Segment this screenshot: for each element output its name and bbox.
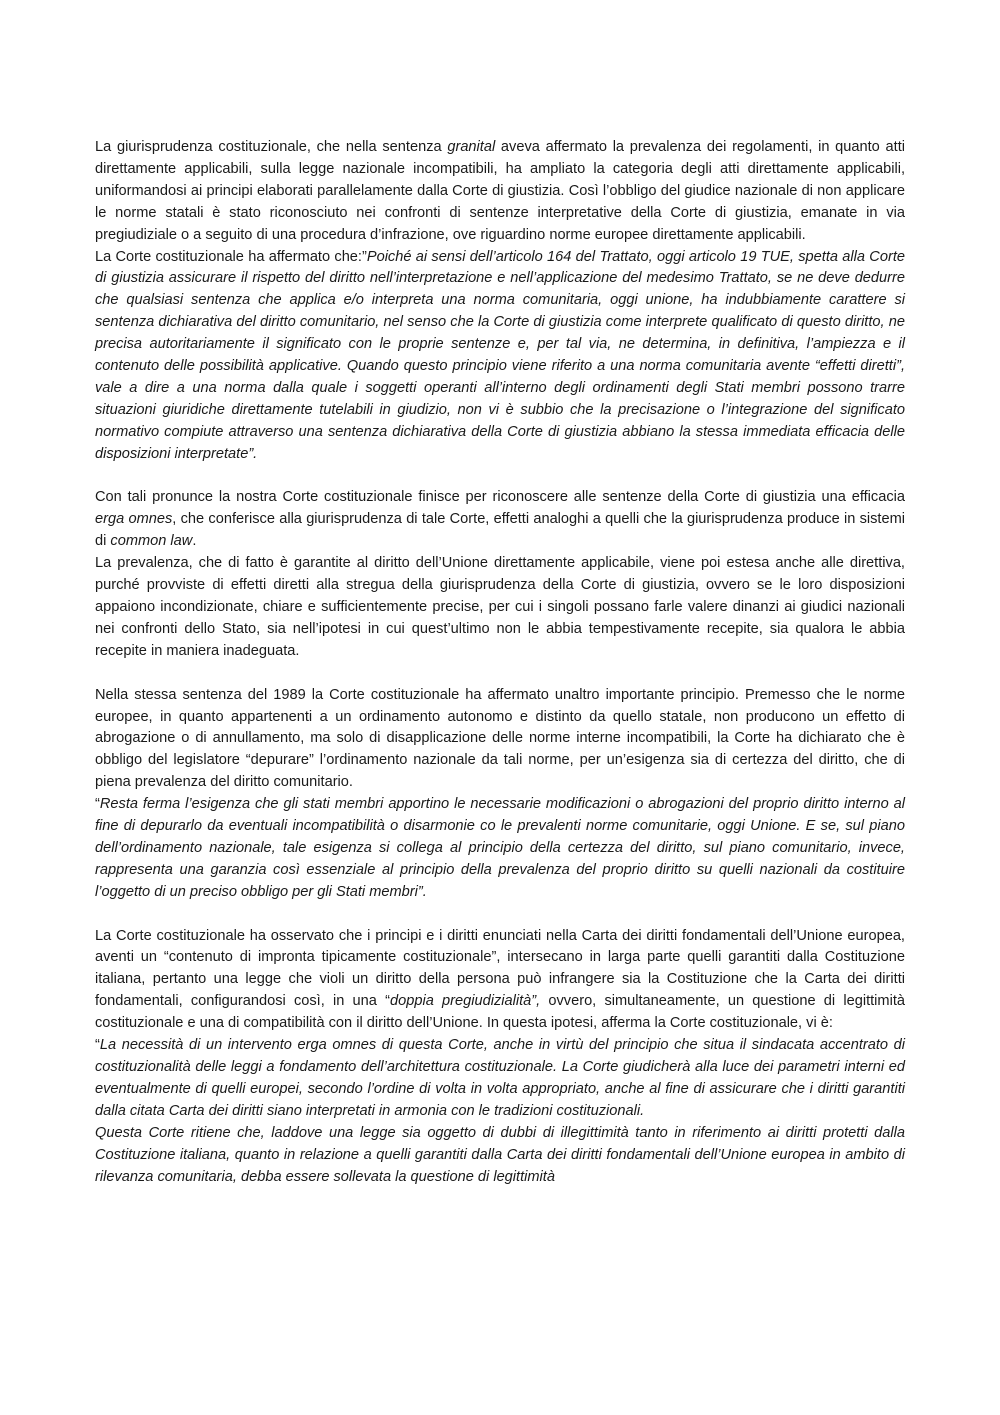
paragraph-granital: La giurisprudenza costituzionale, che nella sentenza granital aveva affermato la prevalenza dei regolamenti, in quanto atti direttamente applicabili, sulla legge nazionale incompatibili, ha ampliato la categoria degli atti direttamente applicabili, uniformandosi ai principi elaborati parallelamente dalla Corte di giustizia. Così l’obbligo del giudice nazionale di non applicare le norme statali è stato riconosciuto nei confronti di sentenze interpretative della Corte di giustizia, emanate in via pregiudiziale o a seguito di una procedura d’infrazione, ove riguardino norme europee direttamente applicabili. [95, 139, 905, 243]
quote-questa-corte: Questa Corte ritiene che, laddove una legge sia oggetto di dubbi di illegittimità tanto in riferimento ai diritti protetti dalla Costituzione italiana, quanto in relazione a quelli garantiti dalla Carta dei diritti fondamentali dell’Unione europea in ambito di rilevanza comunitaria, debba essere sollevata la questione di legittimità [95, 1124, 905, 1185]
paragraph-resta-ferma: “Resta ferma l’esigenza che gli stati membri apportino le necessarie modificazioni o abrogazioni del proprio diritto interno al fine di depurarlo da eventuali incompatibilità o disarmonie co le prevalenti norme comunitarie, oggi Unione. E se, sul piano dell’ordinamento nazionale, tale esigenza si collega al principio della certezza del diritto, sul piano comunitario, invece, rappresenta una garanzia così essenziale al principio della prevalenza del proprio diritto su quelli nazionali da costituire l’oggetto di un preciso obbligo per gli Stati membri”. [95, 796, 905, 900]
paragraph-necessita-quote: “La necessità di un intervento erga omnes di questa Corte, anche in virtù del principio che situa il sindacata accentrato di costituzionalità delle leggi a fondamento dell’architettura costituzionale. La Corte giudicherà alla luce dei parametri interni ed eventualmente di quelli europei, secondo l’ordine di volta in volta appropriato, anche al fine di assicurare che i diritti garantiti dalla citata Carta dei diritti siano interpretati in armonia con le tradizioni costituzionali. [95, 1037, 905, 1119]
paragraph-spacer [95, 466, 905, 488]
emphasis-erga-omnes: erga omnes [95, 511, 173, 528]
quote-article-164: Poiché ai sensi dell’articolo 164 del Trattato, oggi articolo 19 TUE, spetta alla Corte di giustizia assicurare il rispetto del diritto nell’interpretazione e nell’applicazione del medesimo Trattato, se ne deve dedurre che qualsiasi sentenza che applica e/o interpreta una norma comunitaria, oggi unione, ha indubbiamente carattere si sentenza dichiarativa del diritto comunitario, nel senso che la Corte di giustizia come interprete qualificato di questo diritto, ne precisa autoritariamente il significato con le proprie sentenze e, per tal via, ne determina, in definitiva, l’ampiezza e il contenuto delle possibilità applicative. Quando questo principio viene riferito a una norma comunitaria avente “effetti diretti”, vale a dire a una norma dalla quale i soggetti operanti all’interno degli ordinamenti degli Stati membri possono trarre situazioni giuridiche direttamente tutelabili in giudizio, non vi è subbio che la precisazione o l’integrazione del significato normativo compiute attraverso una sentenza dichiarativa della Corte di giustizia abbiano la stessa immediata efficacia delle disposizioni interpretate”. [95, 248, 905, 462]
paragraph-questa-corte [95, 1123, 905, 1189]
paragraph-spacer [95, 663, 905, 685]
quote-necessita: La necessità di un intervento erga omnes di questa Corte, anche in virtù del principio che situa il sindacata accentrato di costituzionalità delle leggi a fondamento dell’architettura costituzionale. La Corte giudicherà alla luce dei parametri interni ed eventualmente di quelli europei, secondo l’ordine di volta in volta appropriato, anche al fine di assicurare che i diritti garantiti dalla citata Carta dei diritti siano interpretati in armonia con le tradizioni costituzionali. [95, 1037, 905, 1119]
document-page [95, 137, 905, 1188]
paragraph-prevalenza: La prevalenza, che di fatto è garantite al diritto dell’Unione direttamente applicabile, viene poi estesa anche alle direttiva, purché provviste di effetti diretti alla stregua della giurisprudenza della Corte di giustizia, ovvero se le loro disposizioni appaiono incondizionate, chiare e sufficientemente precise, per cui i singoli possano farle valere dinanzi ai giudici nazionali nei confronti dello Stato, sia nell’ipotesi in cui quest’ultimo non le abbia tempestivamente recepite, sia qualora le abbia recepite in maniera inadeguata. [95, 555, 905, 659]
paragraph-corte-quote: La Corte costituzionale ha affermato che:”Poiché ai sensi dell’articolo 164 del Trattato, oggi articolo 19 TUE, spetta alla Corte di giustizia assicurare il rispetto del diritto nell’interpretazione e nell’applicazione del medesimo Trattato, se ne deve dedurre che qualsiasi sentenza che applica e/o interpreta una norma comunitaria, oggi unione, ha indubbiamente carattere si sentenza dichiarativa del diritto comunitario, nel senso che la Corte di giustizia come interprete qualificato di questo diritto, ne precisa autoritariamente il significato con le proprie sentenze e, per tal via, ne determina, in definitiva, l’ampiezza e il contenuto delle possibilità applicative. Quando questo principio viene riferito a una norma comunitaria avente “effetti diretti”, vale a dire a una norma dalla quale i soggetti operanti all’interno degli ordinamenti degli Stati membri possono trarre situazioni giuridiche direttamente tutelabili in giudizio, non vi è subbio che la precisazione o l’integrazione del significato normativo compiute attraverso una sentenza dichiarativa della Corte di giustizia abbiano la stessa immediata efficacia delle disposizioni interpretate”. [95, 248, 905, 462]
emphasis-doppia-pregiudizialita: doppia pregiudizialità”, [389, 993, 541, 1010]
paragraph-erga-omnes: Con tali pronunce la nostra Corte costituzionale finisce per riconoscere alle sentenze della Corte di giustizia una efficacia erga omnes, che conferisce alla giurisprudenza di tale Corte, effetti analoghi a quelli che la giurisprudenza produce in sistemi di common law. [95, 489, 905, 550]
paragraph-sentenza-1989: Nella stessa sentenza del 1989 la Corte costituzionale ha affermato unaltro importante principio. Premesso che le norme europee, in quanto appartenenti a un ordinamento autonomo e distinto da quello statale, non producono un effetto di abrogazione o di annullamento, ma solo di disapplicazione delle norme interne incompatibili, la Corte ha dichiarato che è obbligo del legislatore “depurare” l’ordinamento nazionale da tali norme, per un’esigenza sia di certezza del diritto, che di piena prevalenza del diritto comunitario. [95, 686, 905, 791]
emphasis-granital: granital [447, 139, 496, 155]
paragraph-carta-diritti: La Corte costituzionale ha osservato che i principi e i diritti enunciati nella Carta dei diritti fondamentali dell’Unione europea, aventi un “contenuto di impronta tipicamente costituzionale”, intersecano in larga parte quelli garantiti dalla Costituzione italiana, pertanto una legge che violi un diritto della persona può infrangere sia la Costituzione che la Carta dei diritti fondamentali, configurandosi così, in una “doppia pregiudizialità”, ovvero, simultaneamente, un questione di legittimità costituzionale e una di compatibilità con il diritto dell’Unione. In questa ipotesi, afferma la Corte costituzionale, vi è: [95, 927, 905, 1032]
quote-resta-ferma: Resta ferma l’esigenza che gli stati membri apportino le necessarie modificazioni o abrogazioni del proprio diritto interno al fine di depurarlo da eventuali incompatibilità o disarmonie co le prevalenti norme comunitarie, oggi Unione. E se, sul piano dell’ordinamento nazionale, tale esigenza si collega al principio della certezza del diritto, sul piano comunitario, invece, rappresenta una garanzia così essenziale al principio della prevalenza del proprio diritto su quelli nazionali da costituire l’oggetto di un preciso obbligo per gli Stati membri”. [95, 796, 905, 900]
paragraph-spacer [95, 904, 905, 926]
emphasis-common-law: common law [110, 533, 193, 550]
